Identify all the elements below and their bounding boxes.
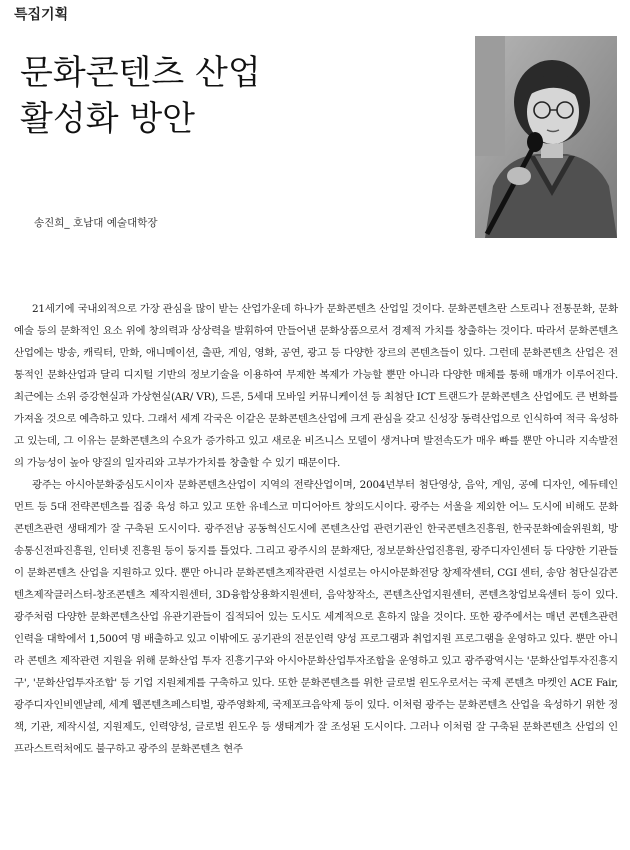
author-byline: 송진희_ 호남대 예술대학장: [34, 217, 158, 229]
title-line-1: 문화콘텐츠 산업: [20, 53, 261, 93]
title-line-2: 활성화 방안: [20, 99, 196, 139]
paragraph-1: 21세기에 국내외적으로 가장 관심을 많이 받는 산업가운데 하나가 문화콘텐츠 산업일 것이다. 문화콘텐츠란 스토리나 전통문화, 문화예술 등의 문화적인 요소 위에 창의력과 상상력을 발휘하여 만들어낸 문화상품으로서 경제적 가치를 창출하는 것이다. 따라서 문화콘텐츠 산업에는 방송, 캐릭터, 만화, 애니메이션, 출판, 게임, 영화, 공연, 광고 등 다양한 장르의 콘텐츠들이 있다. 그런데 문화콘텐츠 산업은 전통적인 문화산업과 달리 디지털 기반의 정보기술을 이용하여 무제한 복제가 가능할 뿐만 아니라 다양한 매체를 통해 매개가 이루어진다. 최근에는 소위 증강현실과 가상현실(AR/ VR), 드론, 5세대 모바일 커뮤니케이션 등 최첨단 ICT 트랜드가 문화콘텐츠 산업에도 큰 변화를 가져올 것으로 예측하고 있다. 그래서 세계 각국은 이같은 문화콘텐츠산업에 크게 관심을 갖고 신성장 동력산업으로 인식하여 적극 육성하고 있는데, 그 이유는 문화콘텐츠의 수요가 증가하고 있고 새로운 비즈니스 모델이 생겨나며 발전속도가 매우 빠를 뿐만 아니라 지속발전의 가능성이 높아 양질의 일자리와 고부가가치를 창출할 수 있기 때문이다.: [14, 303, 618, 469]
article-body: [14, 298, 618, 760]
author-photo: [475, 36, 617, 238]
author-portrait-photo: [475, 36, 617, 238]
article-title: [20, 50, 261, 142]
section-label: 특집기획: [14, 7, 69, 23]
paragraph-2: 광주는 아시아문화중심도시이자 문화콘텐츠산업이 지역의 전략산업이며, 2004년부터 첨단영상, 음악, 게임, 공예 디자인, 에듀테인먼트 등 5대 전략콘텐츠를 집중 육성 하고 있고 또한 유네스코 미디어아트 창의도시이다. 광주는 서울을 제외한 어느 도시에 비해도 문화콘텐츠관련 생태계가 잘 구축된 도시이다. 광주전남 공동혁신도시에 콘텐츠산업 관련기관인 한국콘텐츠진흥원, 한국문화예술위원회, 방송통신전파진흥원, 인터넷 진흥원 등이 둥지를 틀었다. 그리고 광주시의 문화재단, 정보문화산업진흥원, 광주디자인센터 등 다양한 기관들이 문화콘텐츠 산업을 지원하고 있다. 뿐만 아니라 문화콘텐츠제작관련 시설로는 아시아문화전당 창제작센터, CGI 센터, 송암 첨단실감콘텐츠제작클러스터-창조콘텐츠 제작지원센터, 3D융합상용화지원센터, 음악창작소, 콘텐츠산업지원센터, 콘텐츠창업보육센터 등이 있다. 광주처럼 다양한 문화콘텐츠산업 유관기관들이 집적되어 있는 도시도 세계적으로 흔하지 않을 것이다. 또한 광주에서는 매년 콘텐츠관련 인력을 대학에서 1,500여 명 배출하고 있고 이밖에도 공기관의 전문인력 양성 프로그램과 취업지원 프로그램을 운영하고 있다. 뿐만 아니라 콘텐츠 제작관련 지원을 위해 문화산업 투자 진흥기구와 아시아문화산업투자조합을 운영하고 있고 광주광역시는 '문화산업투자진흥지구', '문화산업투자조합' 등 기업 지원체계를 구축하고 있다. 또한 문화콘텐츠를 위한 글로벌 윈도우로서는 국제 콘텐츠 마켓인 ACE Fair, 광주디자인비엔날레, 세계 웹콘텐츠페스티벌, 광주영화제, 국제포크음악제 등이 있다. 이처럼 광주는 문화콘텐츠 산업을 육성하기 위한 정책, 기관, 제작시설, 지원제도, 인력양성, 글로벌 윈도우 등 생태계가 잘 조성된 도시이다. 그러나 이처럼 잘 구축된 문화콘텐츠 산업의 인프라스트럭처에도 불구하고 광주의 문화콘텐츠 현주: [14, 479, 618, 755]
